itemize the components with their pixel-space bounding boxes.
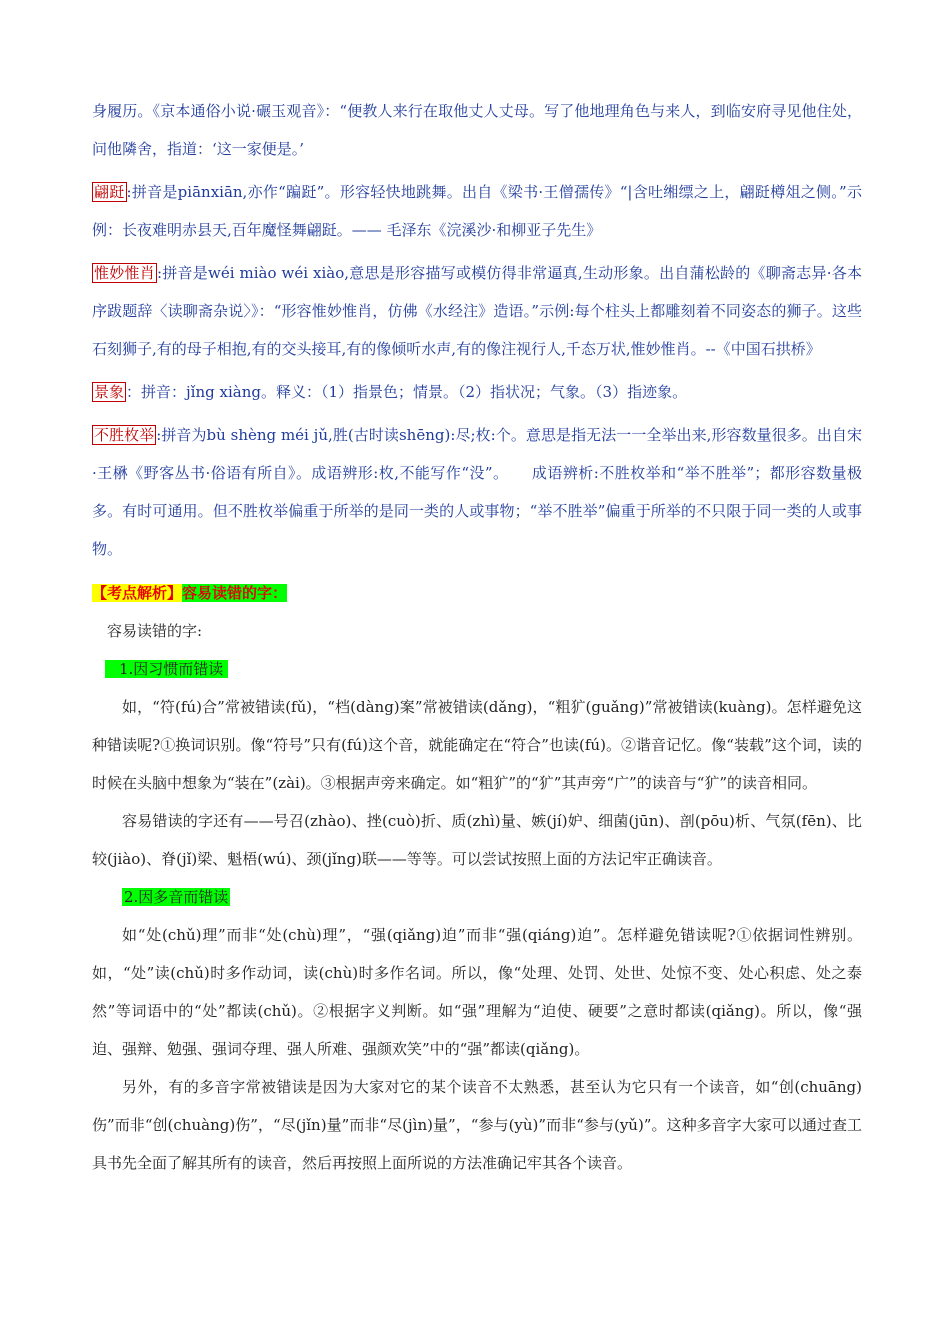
subheading-label: 2.因多音而错读 — [124, 888, 229, 906]
entry-text: :拼音是wéi miào wéi xiào,意思是形容描写或模仿得非常逼真,生动形象。出自蒲松龄的《聊斋志异·各本序跋题辞〈读聊斋杂说〉》：“形容惟妙惟肖，仿佛《水经注》造语。”示例:每个柱头上都雕刻着不同姿态的狮子。这些石刻狮子,有的母子相抱,有的交头接耳,有的像倾听水声,有的像注视行人,千态万状,惟妙惟肖。--《中国石拱桥》 — [92, 264, 862, 358]
entry-text: ：拼音：jǐng xiàng。释义：（1）指景色；情景。（2）指状况；气象。（3）指迹象。 — [126, 383, 688, 401]
entry-pianxian — [92, 173, 862, 249]
paragraph-habit-2: 容易错读的字还有——号召(zhào)、挫(cuò)折、质(zhì)量、嫉(jí)妒、细菌(jūn)、剖(pōu)析、气氛(fēn)、比较(jiào)、脊(jǐ)梁、魁梧(wú)、颈(jǐng)联——等等。可以尝试按照上面的方法记牢正确读音。 — [92, 812, 862, 868]
subheading-label: 1.因习惯而错读 — [105, 660, 228, 678]
section-heading — [92, 574, 862, 612]
entry-weimiaoweixiao — [92, 254, 862, 368]
entry-text: :拼音是piānxiān,亦作“蹁跹”。形容轻快地跳舞。出自《梁书·王僧孺传》“|含吐缃缥之上，翩跹樽俎之侧。”示例：长夜难明赤县天,百年魔怪舞翩跹。—— 毛泽东《浣溪沙·和柳亚子先生》 — [92, 183, 862, 239]
section-lead: 容易读错的字: — [107, 622, 203, 640]
entry-bushengmeiju — [92, 416, 862, 568]
entry-jingxiang — [92, 373, 862, 411]
term-box: 景象 — [94, 383, 125, 401]
section-tag: 【考点解析】 — [92, 584, 183, 602]
term-box: 惟妙惟肖 — [94, 264, 155, 282]
intro-paragraph: 身履历。《京本通俗小说·碾玉观音》：“便教人来行在取他丈人丈母。写了他地理角色与来人，到临安府寻见他住处，问他隣舍，指道：‘这一家便是。’ — [92, 102, 862, 158]
term-box: 不胜枚举 — [94, 426, 155, 444]
paragraph-polyphone-1: 如“处(chǔ)理”而非“处(chù)理”，“强(qiǎng)迫”而非“强(qiáng)迫”。怎样避免错读呢?①依据词性辨别。如，“处”读(chǔ)时多作动词，读(chù)时多作名词。所以，像“处理、处罚、处世、处惊不变、处心积虑、处之泰然”等词语中的“处”都读(chǔ)。②根据字义判断。如“强”理解为“迫使、硬要”之意时都读(qiǎng)。所以，像“强迫、强辩、勉强、强词夺理、强人所难、强颜欢笑”中的“强”都读(qiǎng)。 — [92, 926, 862, 1058]
paragraph-habit-1: 如，“符(fú)合”常被错读(fǔ)，“档(dàng)案”常被错读(dǎng)，“粗犷(guǎng)”常被错读(kuàng)。怎样避免这种错读呢?①换词识别。像“符号”只有(fú)这个音，就能确定在“符合”也读(fú)。②谐音记忆。像“装载”这个词，读的时候在头脑中想象为“装在”(zài)。③根据声旁来确定。如“粗犷”的“犷”其声旁“广”的读音与“犷”的读音相同。 — [92, 698, 862, 792]
paragraph-polyphone-2: 另外，有的多音字常被错读是因为大家对它的某个读音不太熟悉，甚至认为它只有一个读音，如“创(chuāng)伤”而非“创(chuàng)伤”，“尽(jǐn)量”而非“尽(jìn)量”，“参与(yù)”而非“参与(yǔ)”。这种多音字大家可以通过查工具书先全面了解其所有的读音，然后再按照上面所说的方法准确记牢其各个读音。 — [92, 1078, 862, 1172]
entry-text: :拼音为bù shèng méi jǔ,胜(古时读shēng):尽;枚:个。意思是指无法一一全举出来,形容数量很多。出自宋·王楙《野客丛书·俗语有所自》。成语辨形:枚,不能写作“没”。 成语辨析:不胜枚举和“举不胜举”；都形容数量极多。有时可通用。但不胜枚举偏重于所举的是同一类的人或事物；“举不胜举”偏重于所举的不只限于同一类的人或事物。 — [92, 426, 862, 558]
document-page — [92, 92, 862, 1182]
section-title: 容易读错的字： — [182, 584, 288, 602]
term-box: 翩跹 — [94, 183, 125, 201]
subheading-habit — [92, 650, 862, 688]
subheading-polyphone — [92, 878, 862, 916]
